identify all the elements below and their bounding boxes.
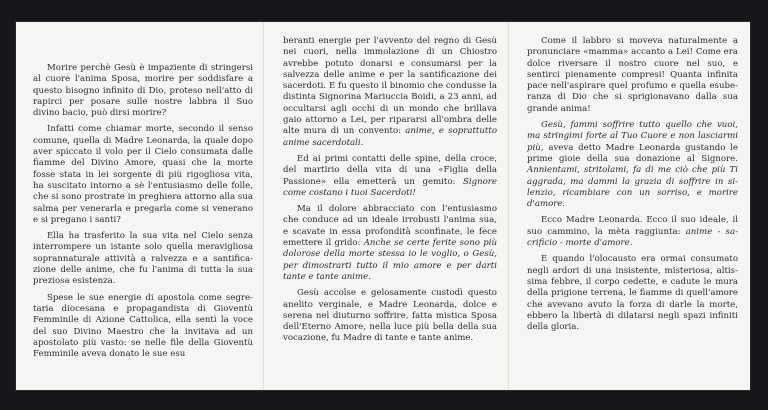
paragraph bbox=[527, 36, 738, 115]
document-page bbox=[16, 22, 750, 390]
text-column-3 bbox=[527, 36, 738, 338]
paragraph bbox=[33, 231, 253, 287]
text-run: Ecco Madre Leonarda. Ecco il suo ideale, il suo cammino, la mèta raggiunta: bbox=[527, 215, 738, 237]
text-run: Ed ai primi contatti delle spine, della croce, del martirio della vita di una «Figlia della Passione» ella emetterà un gemito: bbox=[283, 153, 497, 187]
text-run: Ma il dolore abbracciato con l'entusiasmo che conduce ad un ideale irrobusti l'anima sua, e scavate in essa profondità sconfinate, le fece emettere il grido: bbox=[283, 204, 497, 249]
paragraph bbox=[283, 36, 497, 149]
text-run: Come il labbro si moveva naturalmente a pronunciare «mamma» accanto a Lei! Come era dolce riversare il nostro cuore nel suo, e sentirci pienamente compresi! Quanta infinita pace nell'aspirare quel profumo e quella esuberanza di Dio che si sprigionavano dalla sua grande anima! bbox=[527, 36, 738, 114]
paragraph bbox=[283, 154, 497, 199]
italic-text: anime - sacrificio - morte d'amore. bbox=[527, 226, 738, 249]
italic-text: Signore come costano i tuoi Sacerdoti! bbox=[283, 176, 497, 198]
text-column-2 bbox=[283, 36, 497, 350]
fold-line bbox=[508, 22, 509, 390]
italic-text: Annientami, stritolami, fa di me ciò che più Ti aggrada, ma dammi la grazia di soffrire in silenzio, ricambiare con un sorriso, e morire d'amore. bbox=[527, 165, 738, 210]
text-run: Morire perchè Gesù è impaziente di stringersi al cuore l'anima Sposa, morire per soddisfare a questo bisogno infinito di Dio, proteso nell'atto di rapirci per posare sulle nostre labbra il Suo divino bacio, può dirsi morire? bbox=[33, 63, 253, 119]
text-column-1 bbox=[33, 63, 253, 365]
fold-line bbox=[263, 22, 264, 390]
paragraph bbox=[33, 124, 253, 226]
paragraph bbox=[283, 204, 497, 283]
paragraph bbox=[33, 63, 253, 119]
paragraph bbox=[33, 293, 253, 361]
text-run: Infatti come chiamar morte, secondo il senso comune, quella di Madre Leonarda, la quale dopo aver spiccato il volo per il Cielo consumata dalle fiamme del Divino Amore, quasi che la morte fosse stata in lei sorgente di più rigogliosa vita, ha suscitato intorno a sè l'entusiasmo delle folle, che si sono prostrate in preghiera attorno alla sua salma per venerarla e pregarla come si venerano e si pregano i santi? bbox=[33, 124, 253, 225]
paragraph bbox=[527, 254, 738, 333]
text-run: E quando l'olocausto era ormai consumato negli ardori di una insistente, misteriosa, altissima febbre, il corpo cedette, e cadute le mura della prigione terrena, le fiamme di quell'amore che avevano avuto la forza di darle la morte, ebbero la libertà di dilatarsi negli spazi infiniti della gloria. bbox=[527, 254, 738, 333]
italic-text: Anche se certe ferite sono più dolorose della morte stessa io le voglio, o Gesù, per dimostrarti tutto il mio amore e per darti tante e tante anime. bbox=[283, 238, 497, 282]
text-run: Gesù accolse e gelosamente custodì questo anelito verginale, e Madre Leonarda, dolce e serena nel diuturno soffrire, fatta mistica Sposa dell'Eterno Amore, nella luce più bella della sua vocazione, fu Madre di tante e tante anime. bbox=[283, 288, 497, 344]
text-run: beranti energie per l'avvento del regno di Gesù nei cuori, nella immolazione di un Chiostro avrebbe potuto donarsi e consumarsi per la salvezza delle anime e per la santificazione dei sacerdoti. E fu questo il binomio che condusse la distinta Signorina Mariuccia Boidi, a 23 anni, ad occultarsi agli occhi di un mondo che brillava gaio attorno a Lei, per ripararsi all'ombra delle alte mura di un convento: bbox=[283, 36, 497, 137]
paragraph bbox=[283, 288, 497, 344]
text-run: Ella ha trasferito la sua vita nel Cielo senza interrompere un istante solo quella meravigliosa soprannaturale attività a ralvezza e a santificazione delle anime, che fu l'anima di tutta la sua preziosa esistenza. bbox=[33, 231, 253, 287]
italic-text: Gesù, fammi soffrire tutto quello che vuoi, ma stringimi forte al Tuo Cuore e non lasciarmi più, bbox=[527, 120, 738, 153]
paragraph bbox=[527, 215, 738, 249]
paragraph bbox=[527, 120, 738, 210]
italic-text: anime, e soprattutto anime sacerdotali. bbox=[283, 126, 498, 148]
text-run: Spese le sue energie di apostola come segretaria diocesana e propagandista di Gioventù Femminile di Azione Cattolica, ella sentì la voce del suo Divino Maestro che la invitava ad un apostolato più vasto: se nelle file della Gioventù Femminile aveva donato le sue esu bbox=[33, 292, 253, 360]
text-run: aveva detto Madre Leonarda gustando le prime gioie della sua donazione al Signore. bbox=[527, 142, 738, 164]
